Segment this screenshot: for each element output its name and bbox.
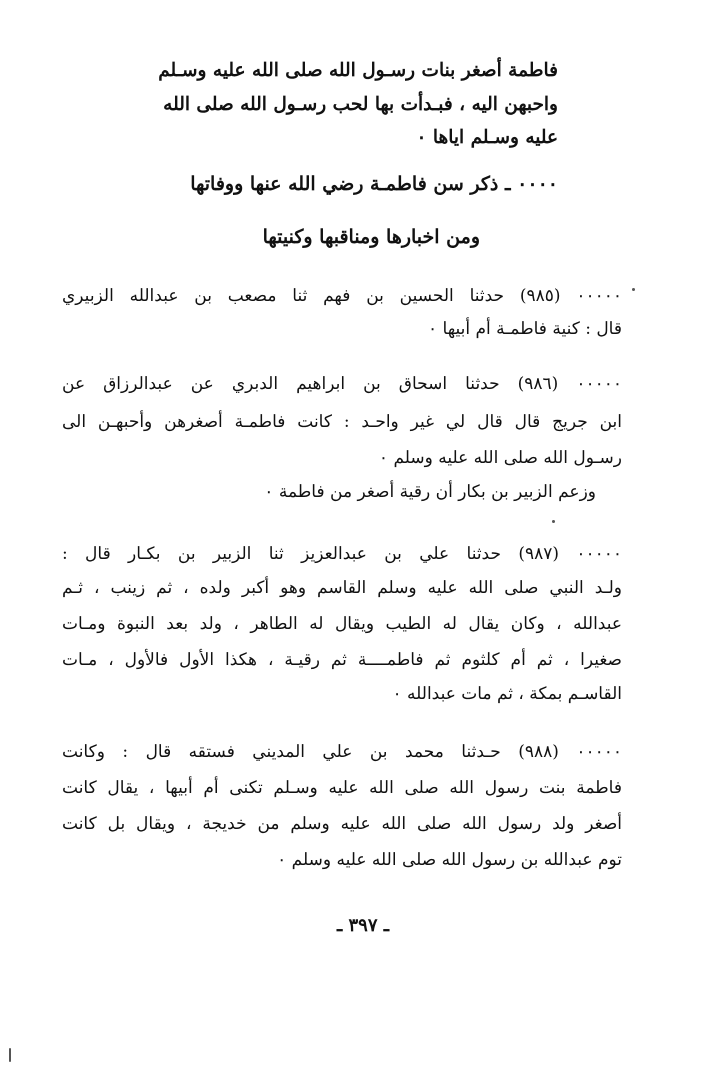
narration-986-line-3: رسـول الله صلى الله عليه وسلم ٠: [378, 448, 622, 468]
narration-987-line-4: صغيرا ، ثم أم كلثوم ثم فاطمــــة ثم رقيـة ، هكذا الأول فالأول ، مـات: [62, 650, 622, 670]
intro-line-2: واحبهن اليه ، فبـدأت بها لحب رسـول الله صلى الله: [163, 94, 558, 115]
narration-986-line-4: وزعم الزبير بن بكار أن رقية أصغر من فاطمة ٠: [264, 482, 596, 502]
section-heading-line-1: ٠٠٠٠ ـ ذكر سن فاطمـة رضي الله عنها ووفاتها: [190, 173, 558, 195]
scan-speck: [632, 288, 635, 291]
narration-987-line-3: عبدالله ، وكان يقال له الطيب ويقال له الطاهر ، ولد بعد النبوة ومـات: [62, 614, 622, 634]
narration-988-line-4: توم عبدالله بن رسول الله صلى الله عليه وسلم ٠: [277, 850, 622, 870]
narration-988-line-3: أصغر ولد رسول الله صلى الله عليه وسلم من خديجة ، ويقال بل كانت: [62, 814, 622, 834]
narration-986-line-1: ٠٠٠٠٠ (٩٨٦) حدثنا اسحاق بن ابراهيم الدبري عن عبدالرزاق عن: [62, 374, 622, 394]
narration-985-line-2: قال : كنية فاطمـة أم أبيها ٠: [427, 319, 622, 339]
section-heading-line-2: ومن اخبارها ومناقبها وكنيتها: [262, 226, 480, 248]
narration-988-line-2: فاطمة بنت رسول الله صلى الله عليه وسـلم تكنى أم أبيها ، يقال كانت: [62, 778, 622, 798]
narration-985-line-1: ٠٠٠٠٠ (٩٨٥) حدثنا الحسين بن فهم ثنا مصعب بن عبدالله الزبيري: [62, 286, 622, 306]
narration-988-line-1: ٠٠٠٠٠ (٩٨٨) حـدثنا محمد بن علي المديني فستقه قال : وكانت: [62, 742, 622, 762]
page-number: ـ ٣٩٧ ـ: [336, 915, 390, 936]
intro-line-1: فاطمة أصغر بنات رسـول الله صلى الله عليه وسـلم: [158, 60, 558, 81]
scan-mark: [9, 1048, 11, 1062]
scan-speck: [552, 520, 555, 523]
narration-987-line-1: ٠٠٠٠٠ (٩٨٧) حدثنا علي بن عبدالعزيز ثنا الزبير بن بكـار قال :: [62, 544, 622, 564]
narration-987-line-5: القاسـم بمكة ، ثم مات عبدالله ٠: [392, 684, 622, 704]
narration-986-line-2: ابن جريج قال قال لي غير واحـد : كانت فاطمـة أصغرهن وأحبهـن الى: [62, 412, 622, 432]
intro-line-3: عليه وسـلم اياها ٠: [416, 127, 558, 148]
narration-987-line-2: ولـد النبي صلى الله عليه وسلم القاسم وهو أكبر ولده ، ثم زينب ، ثـم: [62, 578, 622, 598]
